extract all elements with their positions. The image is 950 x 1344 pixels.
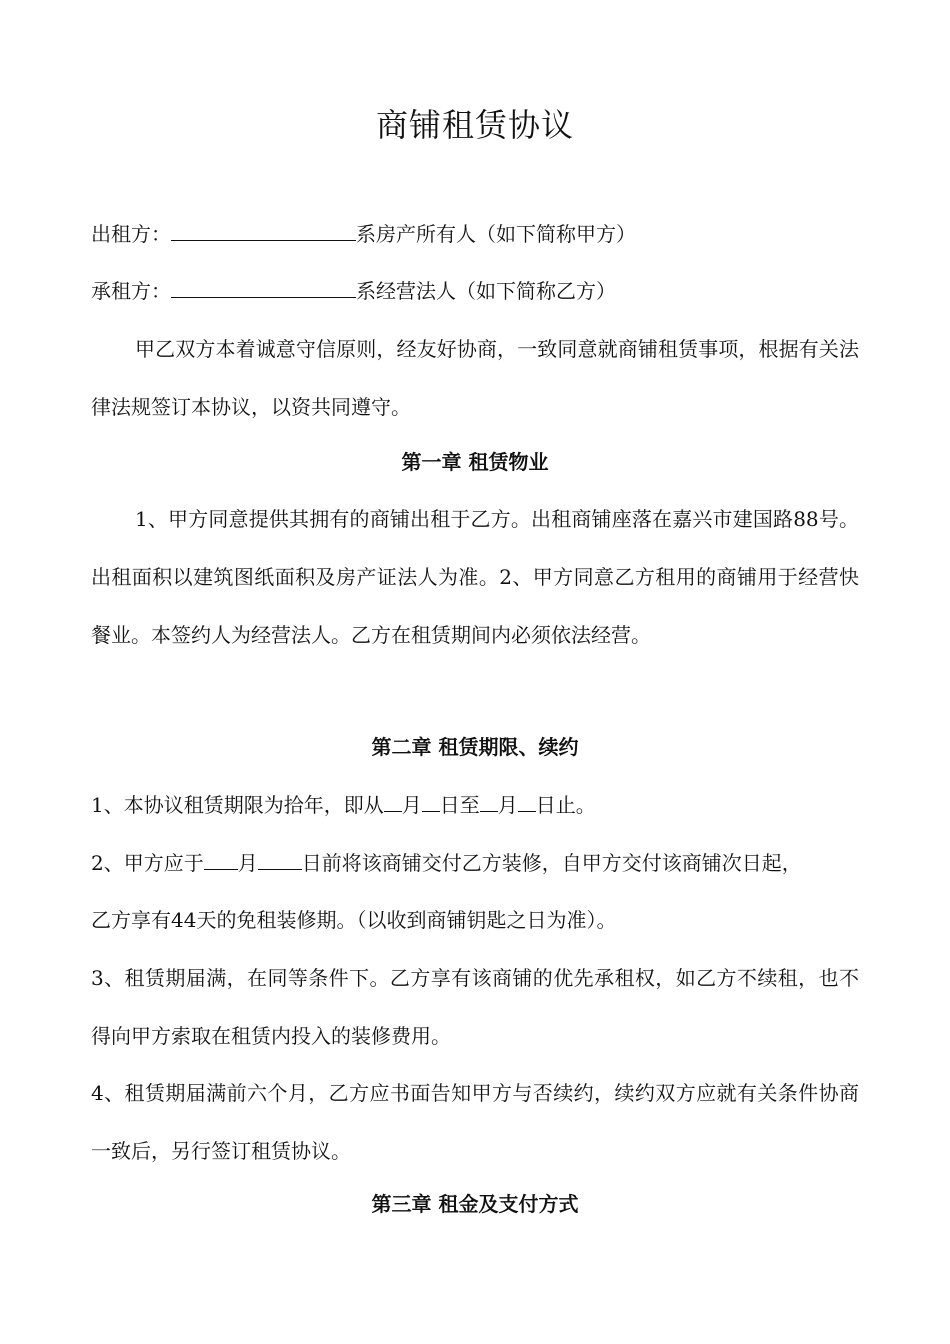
lessor-label: 出租方： [91, 222, 171, 246]
chapter1-heading: 第一章 租赁物业 [401, 450, 549, 474]
lessee-line [91, 275, 891, 306]
chapter2-item3: 3、租赁期届满，在同等条件下。乙方享有该商铺的优先承租权，如乙方不续租，也不得向甲方索取在租赁内投入的装修费用。 [91, 966, 859, 1048]
chapter1-paragraph: 1、甲方同意提供其拥有的商铺出租于乙方。出租商铺座落在嘉兴市建国路88号。出租面积以建筑图纸面积及房产证法人为准。2、甲方同意乙方租用的商铺用于经营快餐业。本签约人为经营法人。乙方在租赁期间内必须依法经营。 [91, 507, 859, 647]
lessor-line [91, 218, 891, 249]
item1-text-e: 日止。 [535, 793, 596, 817]
end-month-blank[interactable] [480, 789, 498, 812]
lessee-label: 承租方： [91, 279, 171, 303]
item2-text-b: 月 [237, 851, 258, 875]
lessee-name-blank[interactable] [171, 275, 356, 298]
start-month-blank[interactable] [384, 789, 402, 812]
end-day-blank[interactable] [518, 789, 536, 812]
lessee-suffix: 系经营法人（如下简称乙方） [356, 279, 616, 303]
intro-paragraph: 甲乙双方本着诚意守信原则，经友好协商，一致同意就商铺租赁事项，根据有关法律法规签订本协议，以资共同遵守。 [91, 337, 859, 419]
item1-text-c: 日至 [439, 793, 480, 817]
chapter2-item1 [91, 789, 891, 820]
chapter2-item4: 4、租赁期届满前六个月，乙方应书面告知甲方与否续约，续约双方应就有关条件协商一致后，另行签订租赁协议。 [91, 1081, 859, 1163]
handover-day-blank[interactable] [258, 847, 302, 870]
item1-text-a: 1、本协议租赁期限为拾年，即从 [91, 793, 384, 817]
start-day-blank[interactable] [422, 789, 440, 812]
handover-month-blank[interactable] [204, 847, 238, 870]
chapter2-heading: 第二章 租赁期限、续约 [371, 735, 579, 759]
lessor-name-blank[interactable] [171, 218, 356, 241]
item1-text-b: 月 [401, 793, 422, 817]
chapter2-item2 [91, 847, 891, 878]
chapter3-heading: 第三章 租金及支付方式 [371, 1192, 579, 1216]
item1-text-d: 月 [497, 793, 518, 817]
chapter2-item2-continued: 乙方享有44天的免租装修期。（以收到商铺钥匙之日为准）。 [91, 908, 617, 932]
item2-text-c: 日前将该商铺交付乙方装修，自甲方交付该商铺次日起， [301, 851, 802, 875]
document-title: 商铺租赁协议 [375, 106, 574, 144]
lessor-suffix: 系房产所有人（如下简称甲方） [356, 222, 636, 246]
item2-text-a: 2、甲方应于 [91, 851, 204, 875]
